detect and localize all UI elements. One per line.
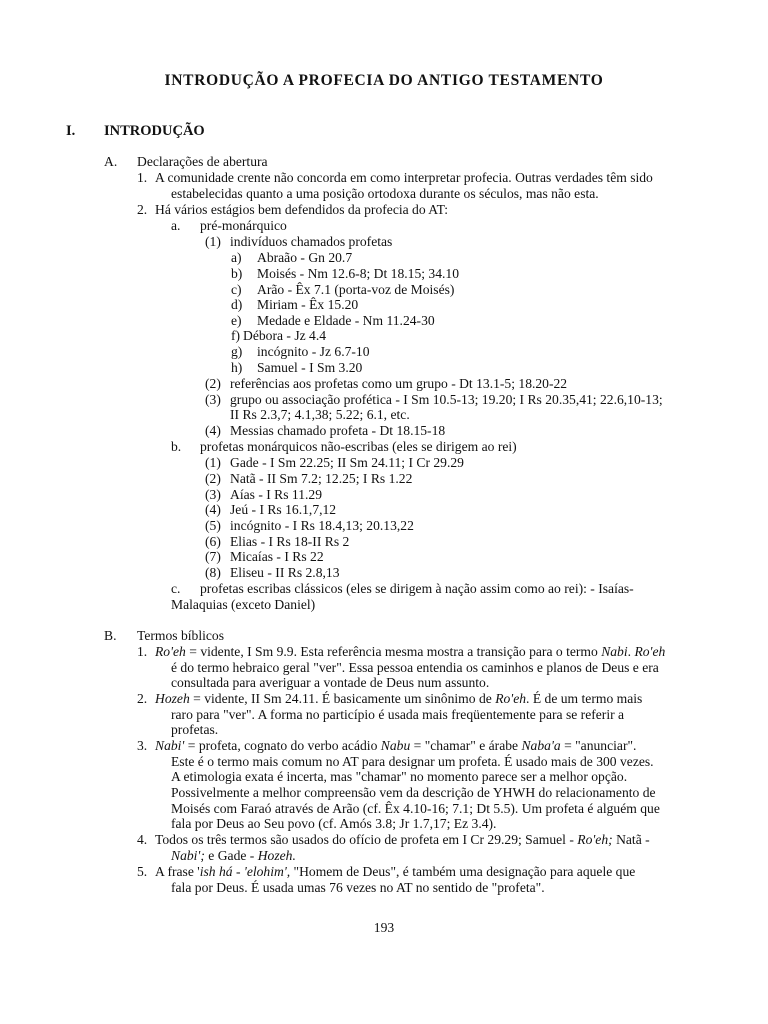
list-text: incógnito - Jz 6.7-10	[257, 344, 370, 359]
item-number: 1.	[137, 644, 148, 659]
item-text: Este é o termo mais comum no AT para designar um profeta. É usado mais de 300 vezes.	[171, 754, 654, 769]
akkadian-term: Nabu	[380, 738, 411, 753]
section-number: I.	[66, 123, 76, 139]
list-text: pré-monárquico	[200, 218, 287, 233]
item-text: A etimologia exata é incerta, mas "chamar" no momento parece ser a melhor opção.	[171, 769, 628, 784]
list-letter: a)	[231, 250, 242, 265]
list-text: Eliseu - II Rs 2.8,13	[230, 565, 340, 580]
list-text: Messias chamado profeta - Dt 18.15-18	[230, 423, 446, 438]
list-text: Abraão - Gn 20.7	[257, 250, 353, 265]
list-letter: c)	[231, 282, 242, 297]
list-letter: g)	[231, 344, 243, 359]
list-number: (1)	[205, 455, 221, 470]
item-text: A comunidade crente não concorda em como interpretar profecia. Outras verdades têm sido	[155, 170, 653, 185]
item-text-span: = vidente, I Sm 9.9. Esta referência mesma mostra a transição para o termo	[189, 644, 598, 659]
list-letter: f)	[231, 328, 241, 343]
item-text: fala por Deus ao Seu povo (cf. Amós 3.8; Jr 1.7,17; Ez 3.4).	[171, 816, 497, 831]
list-number: (2)	[205, 471, 221, 486]
list-number: (8)	[205, 565, 221, 580]
list-letter: e)	[231, 313, 242, 328]
list-text: II Rs 2.3,7; 4.1,38; 5.22; 6.1, etc.	[230, 407, 410, 422]
subsection-heading: Termos bíblicos	[137, 628, 225, 643]
list-text: Débora - Jz 4.4	[243, 328, 327, 343]
list-text: grupo ou associação profética - I Sm 10.5-13; 19.20; I Rs 20.35,41; 22.6,10-13;	[230, 392, 663, 407]
list-number: (4)	[205, 423, 221, 438]
item-text	[155, 832, 650, 848]
list-text: profetas escribas clássicos (eles se dirigem à nação assim como ao rei): - Isaías-	[200, 581, 634, 596]
item-text: Moisés com Faraó através de Arão (cf. Êx 4.10-16; 7.1; Dt 5.5). Um profeta é alguém que	[171, 801, 660, 816]
list-text: Malaquias (exceto Daniel)	[171, 597, 316, 612]
item-text	[155, 691, 642, 707]
hebrew-term: Hozeh	[155, 691, 190, 706]
page-title: INTRODUÇÃO A PROFECIA DO ANTIGO TESTAMENTO	[164, 72, 604, 89]
item-text-span: Natã -	[616, 832, 650, 847]
list-text: Medade e Eldade - Nm 11.24-30	[257, 313, 435, 328]
item-text	[171, 848, 296, 864]
item-text	[155, 644, 665, 660]
list-text: incógnito - I Rs 18.4,13; 20.13,22	[230, 518, 414, 533]
list-number: (6)	[205, 534, 221, 549]
item-text-span: .	[627, 644, 632, 659]
hebrew-term: Nabi	[601, 644, 628, 659]
list-text: Jeú - I Rs 16.1,7,12	[230, 502, 337, 517]
list-letter: b.	[171, 439, 182, 454]
list-text: Micaías - I Rs 22	[230, 549, 324, 564]
item-text	[155, 864, 635, 880]
list-text: referências aos profetas como um grupo - Dt 13.1-5; 18.20-22	[230, 376, 568, 391]
hebrew-term: Ro'eh;	[577, 832, 613, 847]
hebrew-term: Ro'eh	[495, 691, 527, 706]
hebrew-term: Ro'eh	[155, 644, 186, 659]
item-number: 2.	[137, 202, 148, 217]
hebrew-term: Ro'eh	[634, 644, 666, 659]
item-text: raro para "ver". A forma no particípio é usada mais freqüentemente para se referir a	[171, 707, 625, 722]
list-letter: d)	[231, 297, 243, 312]
item-number: 3.	[137, 738, 148, 753]
item-text: estabelecidas quanto a uma posição ortodoxa durante os séculos, mas não esta.	[171, 186, 599, 201]
list-number: (2)	[205, 376, 221, 391]
section-heading: INTRODUÇÃO	[104, 123, 205, 139]
list-number: (3)	[205, 487, 221, 502]
list-letter: c.	[171, 581, 181, 596]
item-text-span: Todos os três termos são usados do ofício de profeta em I Cr 29.29; Samuel -	[155, 832, 574, 847]
item-text: fala por Deus. É usada umas 76 vezes no AT no sentido de "profeta".	[171, 880, 545, 895]
item-text: Há vários estágios bem defendidos da profecia do AT:	[155, 202, 449, 217]
hebrew-term: Nabi'	[155, 738, 185, 753]
item-text-span: = vidente, II Sm 24.11. É basicamente um sinônimo de	[193, 691, 492, 706]
list-number: (7)	[205, 549, 221, 564]
item-text: consultada para averiguar a vontade de Deus num assunto.	[171, 675, 490, 690]
list-letter: a.	[171, 218, 181, 233]
list-text: Moisés - Nm 12.6-8; Dt 18.15; 34.10	[257, 266, 460, 281]
list-number: (1)	[205, 234, 221, 249]
hebrew-term: Hozeh.	[257, 848, 296, 863]
list-text: Aías - I Rs 11.29	[230, 487, 323, 502]
item-text: é do termo hebraico geral "ver". Essa pessoa entendia os caminhos e planos de Deus e era	[171, 660, 659, 675]
item-text: Possivelmente a melhor compreensão vem da descrição de YHWH do relacionamento de	[171, 785, 656, 800]
list-text: Elias - I Rs 18-II Rs 2	[230, 534, 350, 549]
list-letter: b)	[231, 266, 243, 281]
arabic-term: Naba'a	[521, 738, 561, 753]
subsection-letter: A.	[104, 154, 118, 169]
hebrew-term: Nabi';	[171, 848, 205, 863]
hebrew-term: ish há - 'elohim',	[199, 864, 291, 879]
item-text-span: = "anunciar".	[564, 738, 637, 753]
item-number: 1.	[137, 170, 148, 185]
list-text: Natã - II Sm 7.2; 12.25; I Rs 1.22	[230, 471, 413, 486]
list-text: Gade - I Sm 22.25; II Sm 24.11; I Cr 29.29	[230, 455, 464, 470]
item-text-span: A frase '	[155, 864, 200, 879]
item-number: 5.	[137, 864, 148, 879]
list-letter: h)	[231, 360, 243, 375]
item-number: 4.	[137, 832, 148, 847]
item-text-span: = "chamar" e árabe	[413, 738, 519, 753]
page-number: 193	[373, 920, 395, 935]
subsection-heading: Declarações de abertura	[137, 154, 268, 169]
list-text: Miriam - Êx 15.20	[257, 297, 359, 312]
item-text: profetas.	[171, 722, 219, 737]
list-number: (5)	[205, 518, 221, 533]
list-number: (3)	[205, 392, 221, 407]
item-text	[155, 738, 636, 754]
item-number: 2.	[137, 691, 148, 706]
list-text: Samuel - I Sm 3.20	[257, 360, 363, 375]
item-text-span: "Homem de Deus", é também uma designação para aquele que	[293, 864, 636, 879]
list-number: (4)	[205, 502, 221, 517]
item-text-span: . É de um termo mais	[526, 691, 643, 706]
list-text: profetas monárquicos não-escribas (eles se dirigem ao rei)	[200, 439, 517, 454]
subsection-letter: B.	[104, 628, 117, 643]
list-text: indivíduos chamados profetas	[230, 234, 393, 249]
item-text-span: = profeta, cognato do verbo acádio	[187, 738, 378, 753]
item-text-span: e Gade -	[208, 848, 255, 863]
list-text: Arão - Êx 7.1 (porta-voz de Moisés)	[257, 282, 455, 297]
